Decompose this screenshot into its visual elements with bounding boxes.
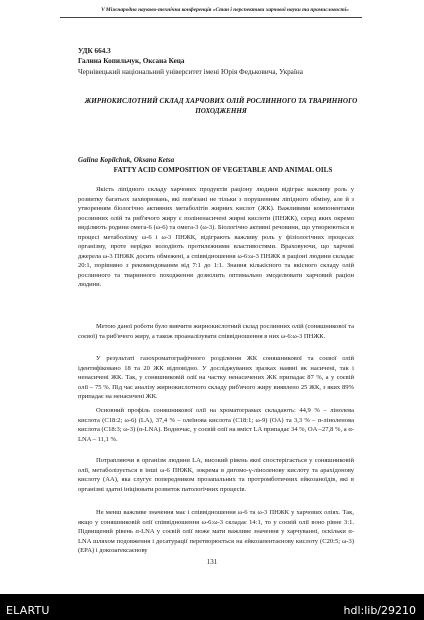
paragraph: Основний профіль соняшникової олії на хроматограмах складають: 44,9 % – лінолева кислота (C18:2; ω-6) (LA), 37,4 % – олеїнова кислота (C18:1; ω-9) (OA) та 3,3 % – α-ліноленова кислота (C18:3; ω-3) (α-LNA). Водночас, у соєвій олії на вміст LA припадає 34 %, OA –27,8 %, a α-LNA – 11,1 %.: [78, 407, 354, 443]
page-number: 131: [206, 558, 218, 566]
paragraph: Метою даної роботи було вивчити жирнокислотний склад рослинних олій (соняшникової та соєвої) та риб'ячого жиру, а також проаналізувати співвідношення в них ω-6:ω-3 ПНЖК.: [78, 323, 354, 340]
paragraph: Потрапляючи в організм людини LA, високий рівень якої спостерігається у соняшниковій олії, метаболізується в інші ω-6 ПНЖК, зокрема в дигомо-γ-ліноленову кислоту та арахідонову кислоту (AA), яка слугує попередником прозапальних та протромботичних ейкозаноїдів, які в організмі здатні ініціювати розвиток патологічних процесів.: [78, 457, 354, 493]
affiliation: Чернівецький національний університет імені Юрія Федьковича, Україна: [78, 68, 303, 76]
udc-code: УДК 664.3: [78, 47, 111, 55]
conference-header: V Міжнародна науково-технічна конференція «Стан і перспективи харчової науки та промисловості»: [101, 7, 349, 13]
paragraph: Якість ліпідного складу харчових продуктів раціону людини відіграє важливу роль у розвитку багатьох захворювань, які пов'язані не тільки з порушенням ліпідного обміну, але й з утворенням біологічно активних метаболітів жирних кислот (ЖК). Важливими компонентами рослинних олій та риб'ячого жиру є поліненасичені жирні кислоти (ПНЖК), серед яких окремо виділяють родини омега-6 (ω-6) та омега-3 (ω-3). Біологічно активні речовини, що утворюються в процесі метаболізму ω-6 і ω-3 ПНЖК, відіграють важливу роль у фізіологічних процесах організму, проте нерідко володіють протилежними властивостями. Враховуючи, що харчові джерела ω-3 ПНЖК досить обмежені, а співвідношення ω-6:ω-3 ПНЖК в раціоні людини складає 20:1, порівняно з рекомендованим від 7:1 до 1:1. Знання кількісного та якісного складу олій рослинного та тваринного походження дозволить оптимально змоделювати харчовий раціон людини.: [78, 186, 354, 289]
authors-ua: Галина Копильчук, Оксана Кеца: [78, 57, 185, 65]
handle-identifier: hdl:lib/29210: [343, 604, 416, 617]
header-rule: [60, 17, 362, 18]
article-title-en: FATTY ACID COMPOSITION OF VEGETABLE AND ANIMAL OILS: [113, 166, 333, 174]
paragraph: У результаті газохроматографічного розділення ЖК соняшникової та соєвої олій ідентифіковано 18 та 20 ЖК відповідно. У досліджуваних зразках наявні як насичені, так і ненасичені ЖК. Так, у соняшниковій олії на частку ненасичених ЖК припадає 87 %, а у соєвій олії – 75 %. Під час аналізу жирнокислотного складу риб'ячого жиру виявлено 25 ЖК, з яких 89% припадає на ненасичені ЖК.: [78, 355, 354, 401]
repository-name: ELARTU: [6, 604, 50, 617]
authors-en: Galina Kopilchuk, Oksana Ketsa: [78, 156, 175, 164]
paragraph: Не менш важливе значення має і співвідношення ω-6 та ω-3 ПНЖК у харчових оліях. Так, якщо у соняшниковій олії співвідношення ω-6:ω-3 складає 14:1, то у соєвій олії воно рівне 3:1. Підвищений рівень α-LNA у соєвій олії може мати важливе значення у харчуванні, оскільки α-LNA шляхом подовження і десатурації перетворюється на ейкозапентаєнову кислоту (C20:5; ω-3) (EPA) і докозагексаєнову: [78, 509, 354, 555]
article-title-ua: ЖИРНОКИСЛОТНИЙ СКЛАД ХАРЧОВИХ ОЛІЙ РОСЛИННОГО ТА ТВАРИННОГО ПОХОДЖЕННЯ: [84, 97, 358, 115]
